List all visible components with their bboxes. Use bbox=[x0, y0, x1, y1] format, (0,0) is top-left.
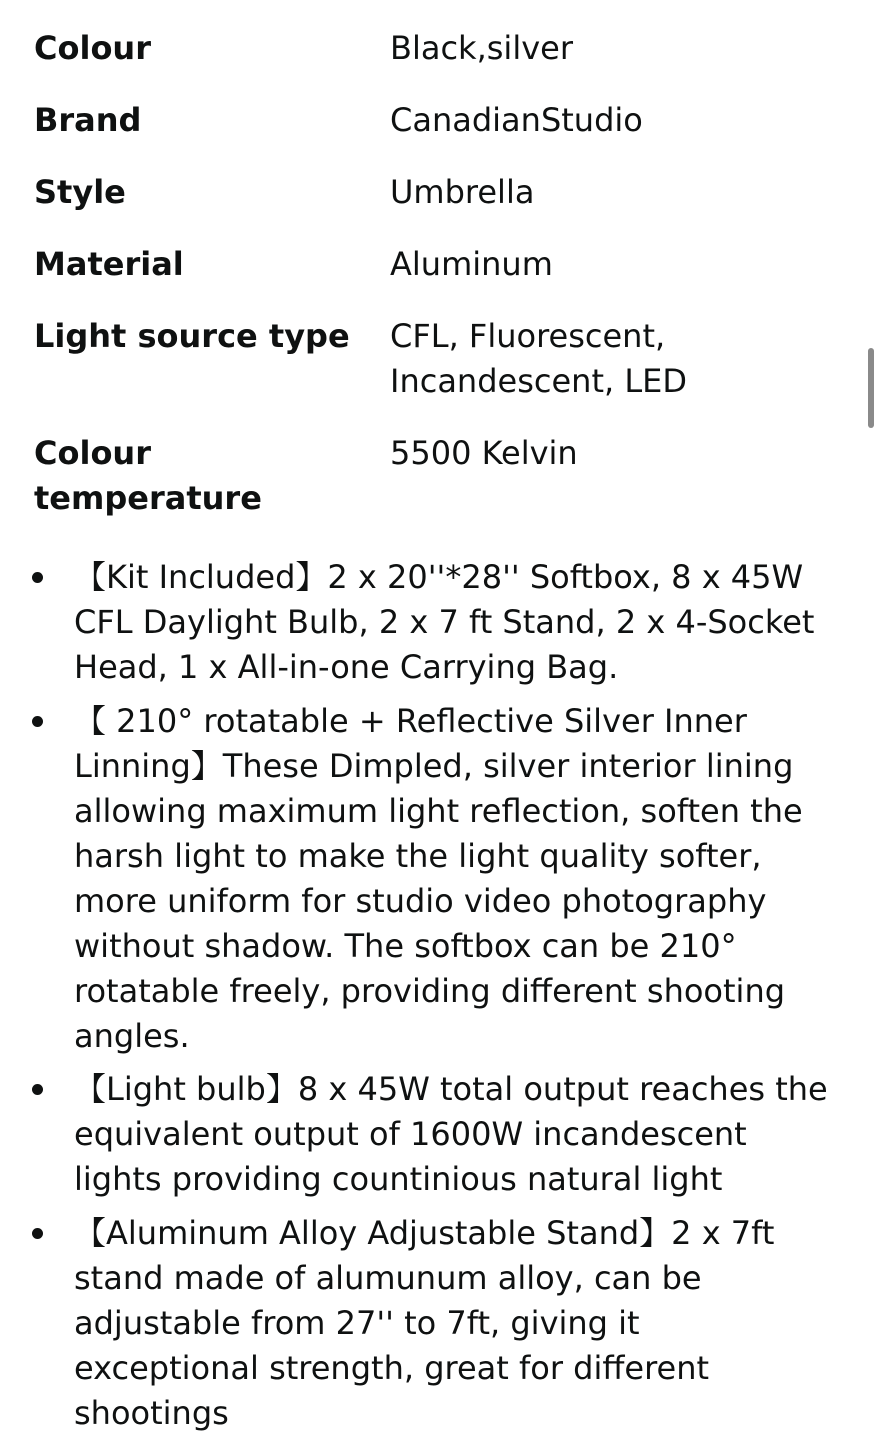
spec-value: Aluminum bbox=[390, 245, 553, 283]
scrollbar-thumb[interactable] bbox=[868, 348, 874, 428]
spec-label: Brand bbox=[34, 101, 142, 139]
bullet-icon bbox=[32, 572, 43, 583]
spec-label: Style bbox=[34, 173, 126, 211]
bullet-icon bbox=[32, 716, 43, 727]
feature-bullet-text: 【Kit Included】2 x 20''*28'' Softbox, 8 x 45W CFL Daylight Bulb, 2 x 7 ft Stand, 2 x 4-Socket Head, 1 x All-in-one Carrying Bag. bbox=[74, 558, 815, 686]
bullet-icon bbox=[32, 1084, 43, 1095]
spec-value: Black,silver bbox=[390, 29, 573, 67]
spec-value: CanadianStudio bbox=[390, 101, 643, 139]
spec-value: Umbrella bbox=[390, 173, 535, 211]
spec-value: 5500 Kelvin bbox=[390, 434, 578, 472]
feature-bullet-text: 【Light bulb】8 x 45W total output reaches the equivalent output of 1600W incandescent lights providing countinious natural light bbox=[74, 1070, 828, 1198]
spec-label: Colour temperature bbox=[34, 434, 262, 517]
bullet-icon bbox=[32, 1228, 43, 1239]
spec-label: Colour bbox=[34, 29, 151, 67]
feature-bullet-text: 【 210° rotatable + Reflective Silver Inner Linning】These Dimpled, silver interior lining allowing maximum light reflection, soften the harsh light to make the light quality softer, more uniform for studio video photography without shadow. The softbox can be 210° rotatable freely, providing different shooting angles. bbox=[74, 702, 803, 1055]
feature-bullet-text: 【Aluminum Alloy Adjustable Stand】2 x 7ft stand made of alumunum alloy, can be adjustable from 27'' to 7ft, giving it exceptional strength, great for different shootings bbox=[74, 1214, 775, 1432]
spec-value: CFL, Fluorescent, Incandescent, LED bbox=[390, 317, 688, 400]
spec-label: Light source type bbox=[34, 317, 350, 355]
spec-label: Material bbox=[34, 245, 184, 283]
